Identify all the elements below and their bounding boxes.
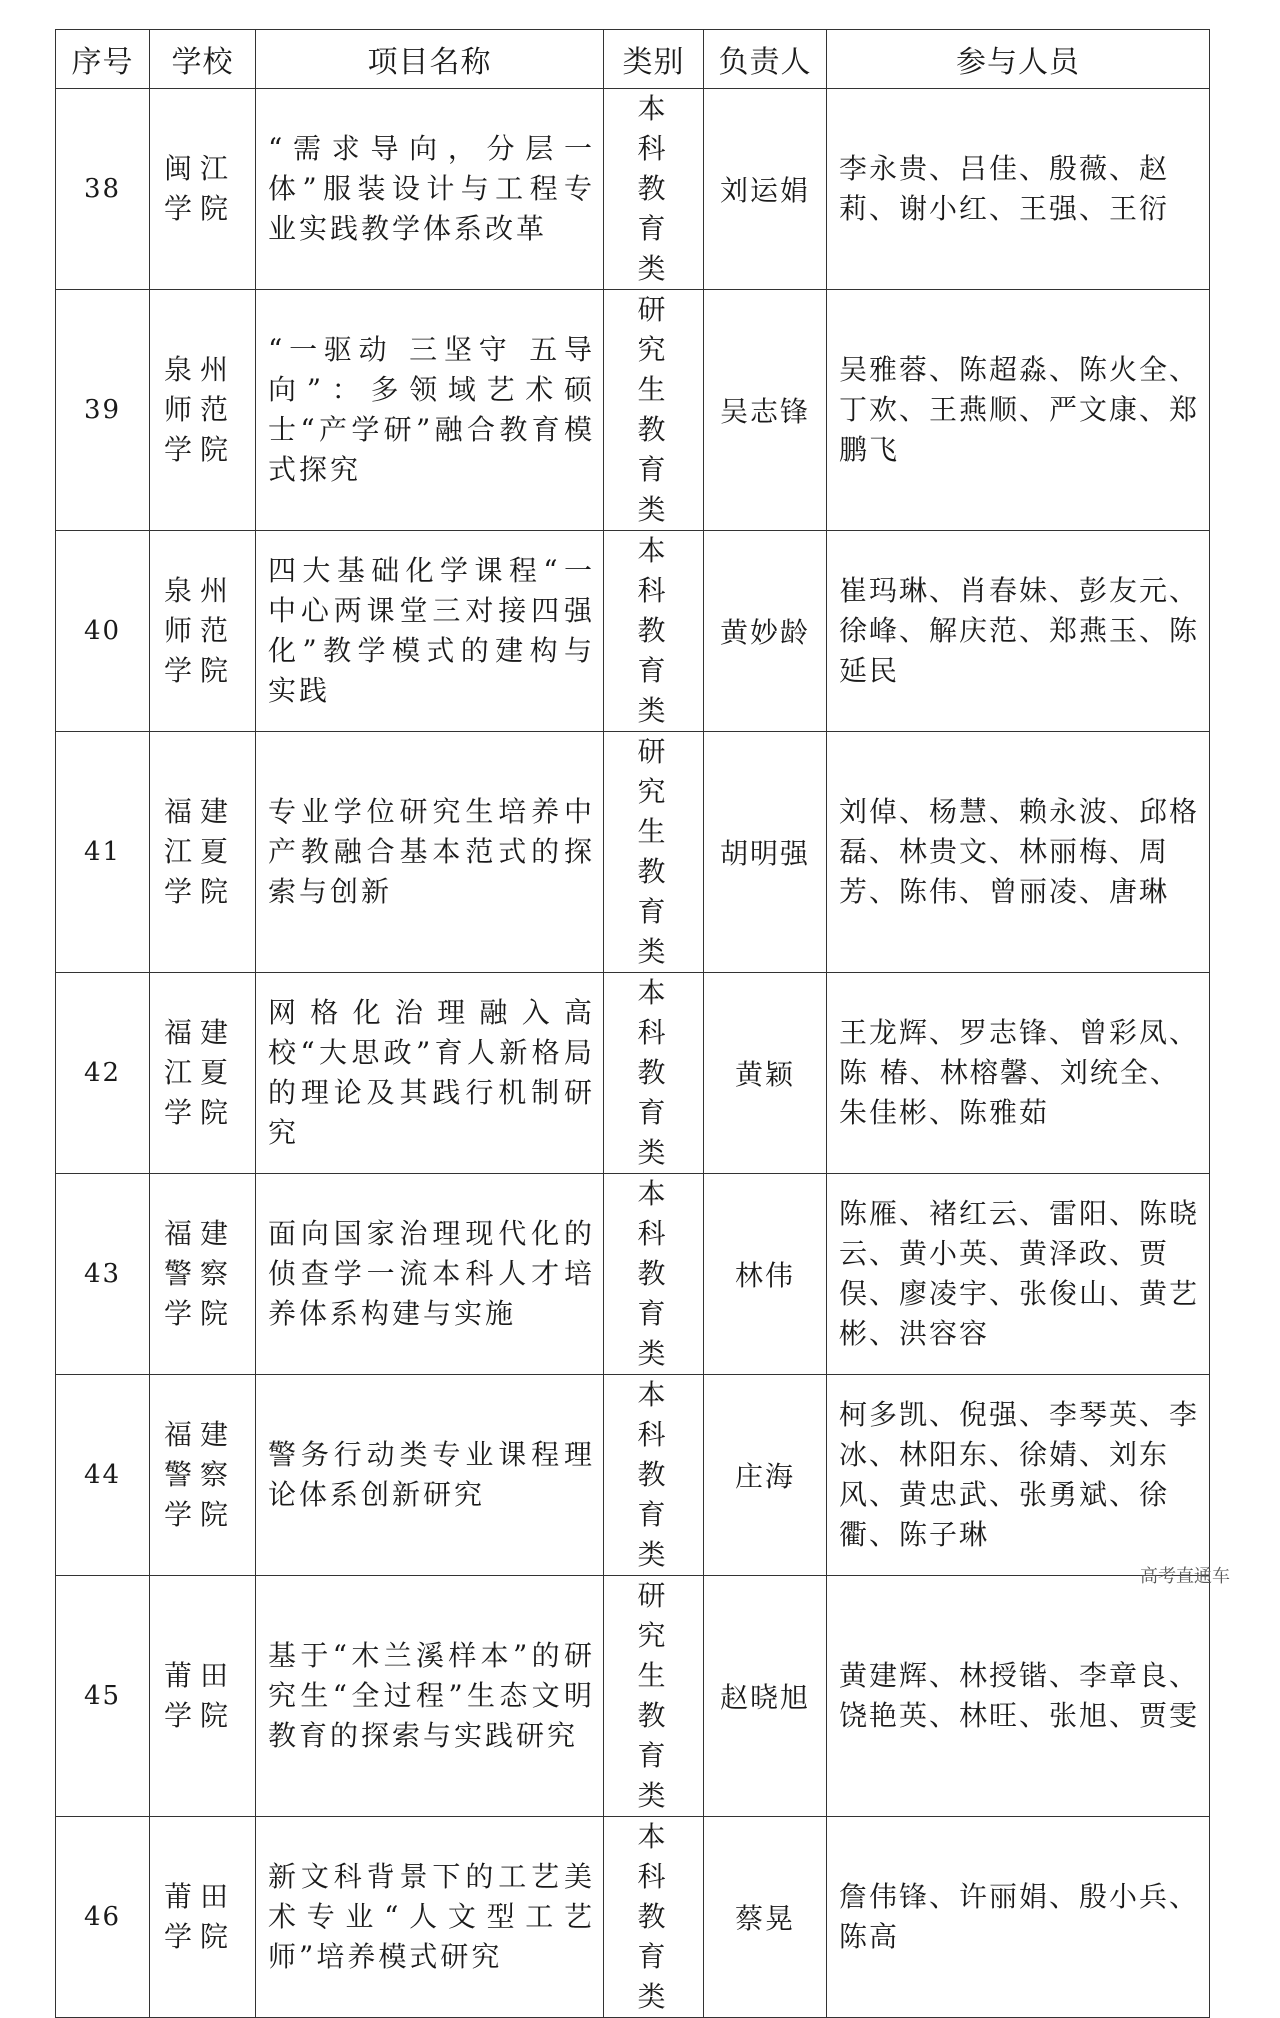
project-name: 网格化治理融入高校“大思政”育人新格局的理论及其践行机制研究 xyxy=(256,973,604,1174)
project-category: 研究生教育类 xyxy=(604,1576,704,1817)
header-project: 项目名称 xyxy=(256,30,604,89)
project-category: 本科教育类 xyxy=(604,1817,704,2018)
table-row xyxy=(56,1174,1210,1375)
source-watermark: 高考直通车 xyxy=(1140,1566,1230,1587)
row-number: 43 xyxy=(56,1174,150,1375)
table-row xyxy=(56,1576,1210,1817)
project-category: 研究生教育类 xyxy=(604,290,704,531)
project-leader: 黄颖 xyxy=(704,973,827,1174)
table-row xyxy=(56,531,1210,732)
project-members: 詹伟锋、许丽娟、殷小兵、陈高 xyxy=(827,1817,1210,2018)
project-category: 本科教育类 xyxy=(604,89,704,290)
projects-table xyxy=(55,29,1210,2018)
project-leader: 刘运娟 xyxy=(704,89,827,290)
header-members: 参与人员 xyxy=(827,30,1210,89)
project-members: 李永贵、吕佳、殷薇、赵莉、谢小红、王强、王衍 xyxy=(827,89,1210,290)
school-name: 福建江夏学院 xyxy=(150,973,256,1174)
project-members: 崔玛琳、肖春妹、彭友元、徐峰、解庆范、郑燕玉、陈延民 xyxy=(827,531,1210,732)
project-members: 陈雁、褚红云、雷阳、陈晓云、黄小英、黄泽政、贾俣、廖凌宇、张俊山、黄艺彬、洪容容 xyxy=(827,1174,1210,1375)
project-name: 专业学位研究生培养中产教融合基本范式的探索与创新 xyxy=(256,732,604,973)
table-row xyxy=(56,973,1210,1174)
project-members: 吴雅蓉、陈超淼、陈火全、丁欢、王燕顺、严文康、郑鹏飞 xyxy=(827,290,1210,531)
project-members: 刘倬、杨慧、赖永波、邱格磊、林贵文、林丽梅、周芳、陈伟、曾丽凌、唐琳 xyxy=(827,732,1210,973)
project-leader: 吴志锋 xyxy=(704,290,827,531)
header-category: 类别 xyxy=(604,30,704,89)
project-name: 新文科背景下的工艺美术专业“人文型工艺师”培养模式研究 xyxy=(256,1817,604,2018)
school-name: 莆田学院 xyxy=(150,1817,256,2018)
project-category: 本科教育类 xyxy=(604,973,704,1174)
project-members: 王龙辉、罗志锋、曾彩凤、陈 椿、林榕馨、刘统全、朱佳彬、陈雅茹 xyxy=(827,973,1210,1174)
table-row xyxy=(56,732,1210,973)
project-members: 黄建辉、林授锴、李章良、饶艳英、林旺、张旭、贾雯 xyxy=(827,1576,1210,1817)
project-category: 本科教育类 xyxy=(604,1174,704,1375)
school-name: 福建警察学院 xyxy=(150,1174,256,1375)
project-name: 面向国家治理现代化的侦查学一流本科人才培养体系构建与实施 xyxy=(256,1174,604,1375)
project-leader: 庄海 xyxy=(704,1375,827,1576)
school-name: 泉州师范学院 xyxy=(150,290,256,531)
row-number: 42 xyxy=(56,973,150,1174)
project-category: 本科教育类 xyxy=(604,531,704,732)
row-number: 45 xyxy=(56,1576,150,1817)
school-name: 福建江夏学院 xyxy=(150,732,256,973)
project-category: 本科教育类 xyxy=(604,1375,704,1576)
header-school: 学校 xyxy=(150,30,256,89)
project-leader: 蔡晃 xyxy=(704,1817,827,2018)
school-name: 泉州师范学院 xyxy=(150,531,256,732)
header-no: 序号 xyxy=(56,30,150,89)
project-members: 柯多凯、倪强、李琴英、李冰、林阳东、徐婧、刘东风、黄忠武、张勇斌、徐衢、陈子琳 xyxy=(827,1375,1210,1576)
table-row xyxy=(56,1817,1210,2018)
table-row xyxy=(56,89,1210,290)
project-name: “需求导向，分层一体”服装设计与工程专业实践教学体系改革 xyxy=(256,89,604,290)
header-leader: 负责人 xyxy=(704,30,827,89)
row-number: 39 xyxy=(56,290,150,531)
row-number: 46 xyxy=(56,1817,150,2018)
project-leader: 黄妙龄 xyxy=(704,531,827,732)
table-header-row xyxy=(56,30,1210,89)
project-leader: 赵晓旭 xyxy=(704,1576,827,1817)
project-leader: 林伟 xyxy=(704,1174,827,1375)
project-name: 警务行动类专业课程理论体系创新研究 xyxy=(256,1375,604,1576)
school-name: 福建警察学院 xyxy=(150,1375,256,1576)
school-name: 闽江学院 xyxy=(150,89,256,290)
table-row xyxy=(56,1375,1210,1576)
project-name: 基于“木兰溪样本”的研究生“全过程”生态文明教育的探索与实践研究 xyxy=(256,1576,604,1817)
row-number: 41 xyxy=(56,732,150,973)
row-number: 40 xyxy=(56,531,150,732)
project-name: 四大基础化学课程“一中心两课堂三对接四强化”教学模式的建构与实践 xyxy=(256,531,604,732)
row-number: 38 xyxy=(56,89,150,290)
table-row xyxy=(56,290,1210,531)
row-number: 44 xyxy=(56,1375,150,1576)
project-leader: 胡明强 xyxy=(704,732,827,973)
project-category: 研究生教育类 xyxy=(604,732,704,973)
project-name: “一驱动 三坚守 五导向”：多领域艺术硕士“产学研”融合教育模式探究 xyxy=(256,290,604,531)
school-name: 莆田学院 xyxy=(150,1576,256,1817)
